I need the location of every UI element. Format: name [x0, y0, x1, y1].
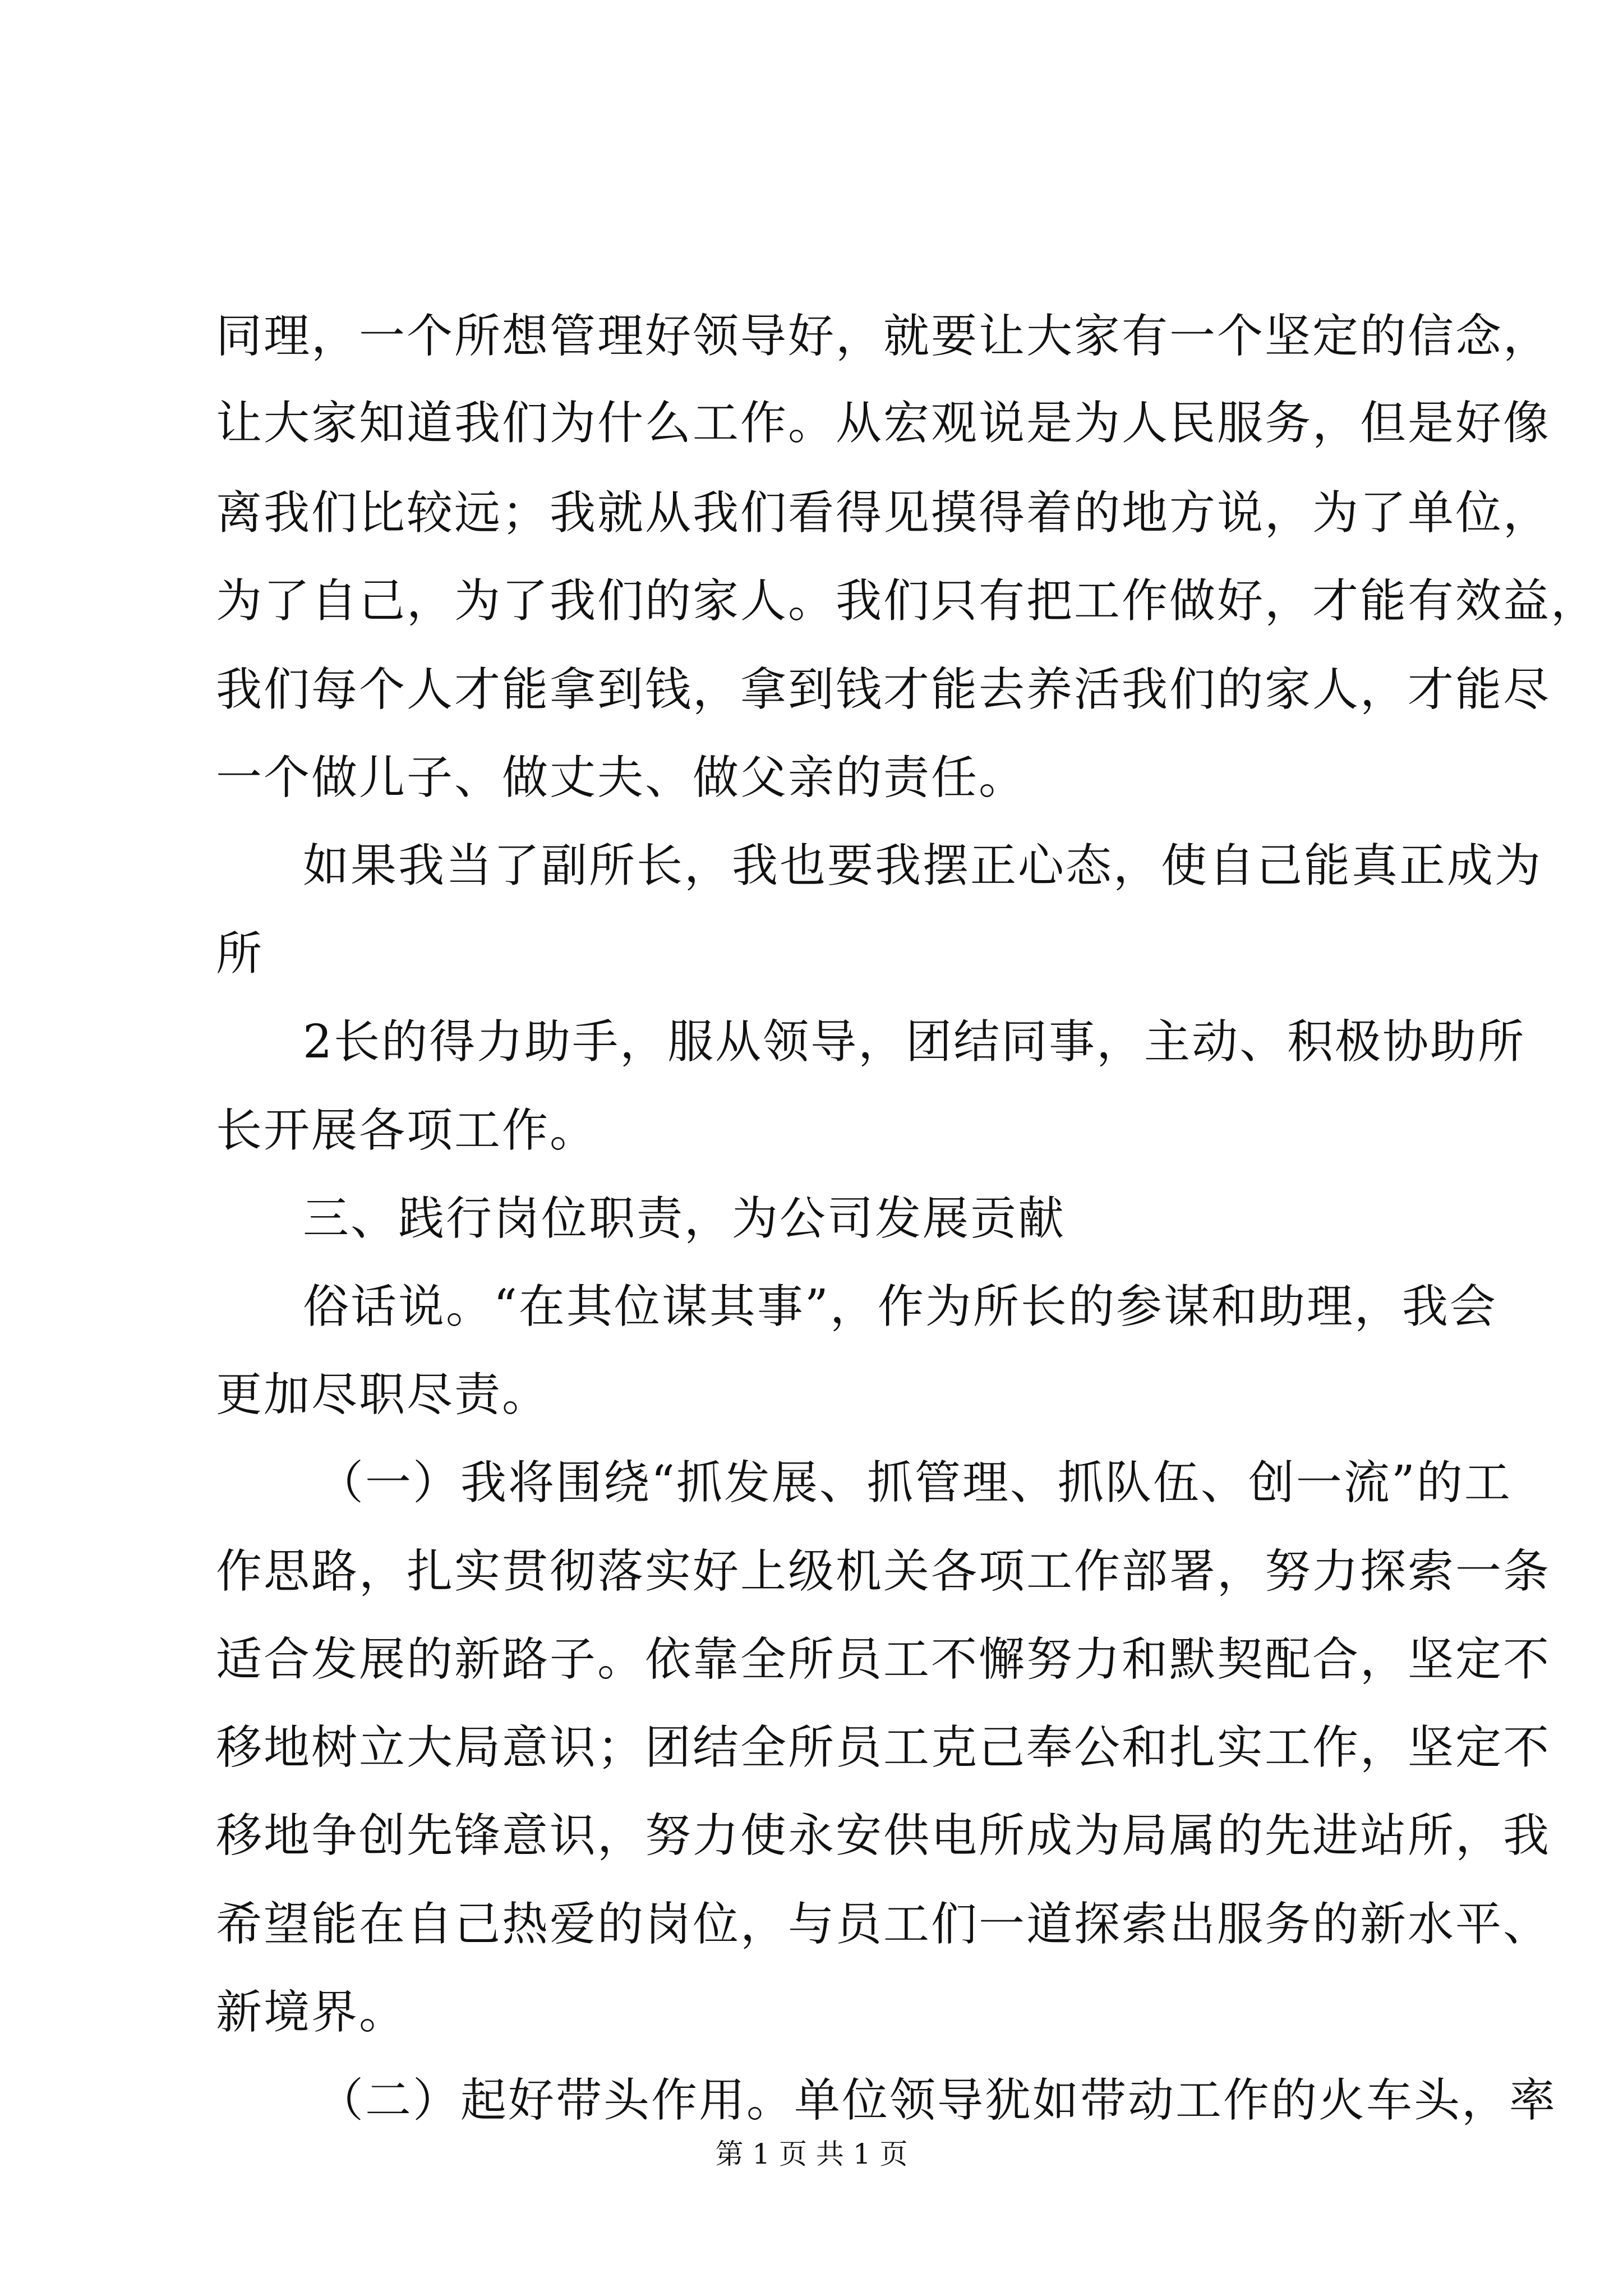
text-line-8: 所	[216, 927, 264, 981]
text-line-4: 为了自己，为了我们的家人。我们只有把工作做好，才能有效益，	[216, 574, 1599, 628]
text-line-12: 俗话说。“在其位谋其事”，作为所长的参谋和助理，我会	[303, 1280, 1497, 1333]
text-line-18: 移地争创先锋意识，努力使永安供电所成为局属的先进站所，我	[216, 1809, 1551, 1862]
text-line-1: 同理，一个所想管理好领导好，就要让大家有一个坚定的信念，	[216, 310, 1551, 363]
text-line-2: 让大家知道我们为什么工作。从宏观说是为人民服务，但是好像	[216, 397, 1551, 450]
text-line-16: 适合发展的新路子。依靠全所员工不懈努力和默契配合，坚定不	[216, 1633, 1551, 1686]
text-line-5: 我们每个人才能拿到钱，拿到钱才能去养活我们的家人，才能尽	[216, 663, 1551, 716]
text-line-13: 更加尽职尽责。	[216, 1368, 550, 1421]
text-line-14: （一）我将围绕“抓发展、抓管理、抓队伍、创一流”的工	[317, 1456, 1512, 1510]
section-heading: 三、践行岗位职责，为公司发展贡献	[303, 1192, 1066, 1245]
text-line-20: 新境界。	[216, 1986, 407, 2039]
text-line-21: （二）起好带头作用。单位领导犹如带动工作的火车头，率	[317, 2074, 1557, 2127]
text-line-17: 移地树立大局意识；团结全所员工克己奉公和扎实工作，坚定不	[216, 1721, 1551, 1774]
text-line-19: 希望能在自己热爱的岗位，与员工们一道探索出服务的新水平、	[216, 1898, 1551, 1951]
text-line-6: 一个做儿子、做丈夫、做父亲的责任。	[216, 751, 1027, 804]
text-line-15: 作思路，扎实贯彻落实好上级机关各项工作部署，努力探索一条	[216, 1545, 1551, 1598]
page-footer: 第 1 页 共 1 页	[715, 2138, 908, 2170]
text-line-7: 如果我当了副所长，我也要我摆正心态，使自己能真正成为	[303, 839, 1543, 892]
text-line-9: 2长的得力助手，服从领导，团结同事，主动、积极协助所	[303, 1015, 1526, 1069]
text-line-3: 离我们比较远；我就从我们看得见摸得着的地方说，为了单位，	[216, 486, 1551, 540]
text-line-10: 长开展各项工作。	[216, 1104, 598, 1157]
